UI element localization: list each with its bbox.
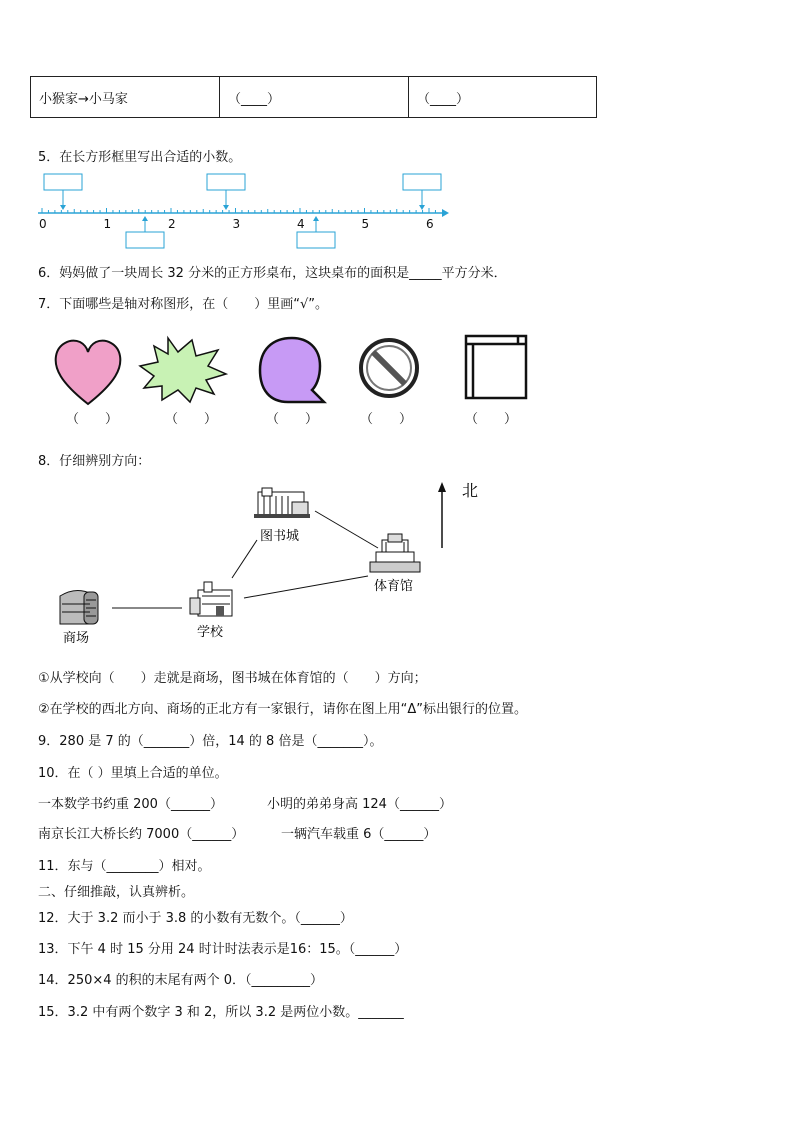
library-icon: [254, 488, 310, 518]
answer-box[interactable]: [126, 232, 164, 248]
question-10-item: 南京长江大桥长约 7000（______）: [38, 827, 245, 842]
north-label: 北: [462, 481, 479, 500]
question-14: 14．250×4 的积的末尾有两个 0．（_________）: [38, 973, 324, 988]
question-5: 5．在长方形框里写出合适的小数。: [38, 150, 242, 165]
question-10: 10．在（ ）里填上合适的单位。: [38, 766, 228, 781]
question-8-part-2: ②在学校的西北方向、商场的正北方有一家银行，请你在图上用“Δ”标出银行的位置。: [38, 702, 528, 717]
tick-label: 3: [232, 217, 241, 231]
heart-shape: [56, 341, 121, 404]
tick-label: 4: [297, 217, 305, 231]
tick-labels: [39, 217, 434, 231]
answer-box[interactable]: [403, 174, 441, 190]
question-10-item: 一本数学书约重 200（______）: [38, 797, 223, 812]
gym-icon: [370, 534, 420, 572]
table-answer-cell[interactable]: （____）: [220, 77, 409, 118]
library-label: 图书城: [260, 529, 300, 544]
pointer-arrow-head: [60, 205, 66, 210]
answer-bracket[interactable]: （ ）: [360, 412, 413, 427]
question-10-item: 一辆汽车载重 6（______）: [281, 827, 437, 842]
question-6: 6．妈妈做了一块周长 32 分米的正方形桌布，这块桌布的面积是_____平方分米．: [38, 266, 507, 281]
tick-label: 5: [361, 217, 370, 231]
table-row: [31, 77, 597, 118]
answer-box[interactable]: [297, 232, 335, 248]
tick-label: 2: [168, 217, 176, 231]
north-arrow-head: [438, 482, 446, 492]
path-line: [232, 540, 257, 578]
question-10-item: 小明的弟弟身高 124（______）: [267, 797, 452, 812]
question-12: 12．大于 3.2 而小于 3.8 的小数有无数个。（______）: [38, 911, 353, 926]
pointer-arrow-head: [142, 216, 148, 221]
table-answer-cell[interactable]: （____）: [409, 77, 597, 118]
answer-table: [30, 76, 597, 118]
school-label: 学校: [197, 625, 224, 640]
star-burst-shape: [140, 338, 226, 402]
symmetry-figures: [50, 330, 540, 410]
gym-label: 体育馆: [374, 579, 414, 594]
question-7: 7．下面哪些是轴对称图形，在（ ）里画“√”。: [38, 297, 329, 312]
path-line: [244, 576, 368, 598]
question-9: 9．280 是 7 的（_______）倍，14 的 8 倍是（_______）。: [38, 734, 383, 749]
answer-bracket[interactable]: （ ）: [165, 412, 218, 427]
question-13: 13．下午 4 时 15 分用 24 时计时法表示是16：15。（______）: [38, 942, 408, 957]
square-frame: [466, 336, 526, 398]
mall-label: 商场: [63, 631, 90, 646]
tick-label: 1: [103, 217, 112, 231]
pointer-arrow-head: [419, 205, 425, 210]
answer-box[interactable]: [207, 174, 245, 190]
speech-bubble-shape: [260, 338, 324, 402]
question-15: 15．3.2 中有两个数字 3 和 2，所以 3.2 是两位小数。_______: [38, 1005, 404, 1020]
tick-label: 0: [39, 217, 47, 231]
mall-icon: [60, 590, 98, 624]
pointer-arrow-head: [223, 205, 229, 210]
school-icon: [190, 582, 232, 616]
number-line: [30, 168, 460, 252]
question-8-part-1: ①从学校向（ ）走就是商场，图书城在体育馆的（ ）方向；: [38, 671, 427, 686]
pointer-arrow-head: [313, 216, 319, 221]
axis-arrow: [442, 209, 449, 217]
direction-map: [40, 478, 500, 648]
question-8: 8．仔细辨别方向：: [38, 454, 151, 469]
tick-label: 6: [426, 217, 434, 231]
answer-bracket[interactable]: （ ）: [66, 412, 119, 427]
answer-bracket[interactable]: （ ）: [266, 412, 319, 427]
table-row-label: 小猴家→小马家: [31, 77, 220, 118]
answer-box[interactable]: [44, 174, 82, 190]
question-11: 11．东与（________）相对。: [38, 859, 211, 874]
answer-bracket[interactable]: （ ）: [465, 412, 518, 427]
path-line: [315, 511, 378, 548]
section-heading: 二、仔细推敲，认真辨析。: [38, 885, 195, 900]
